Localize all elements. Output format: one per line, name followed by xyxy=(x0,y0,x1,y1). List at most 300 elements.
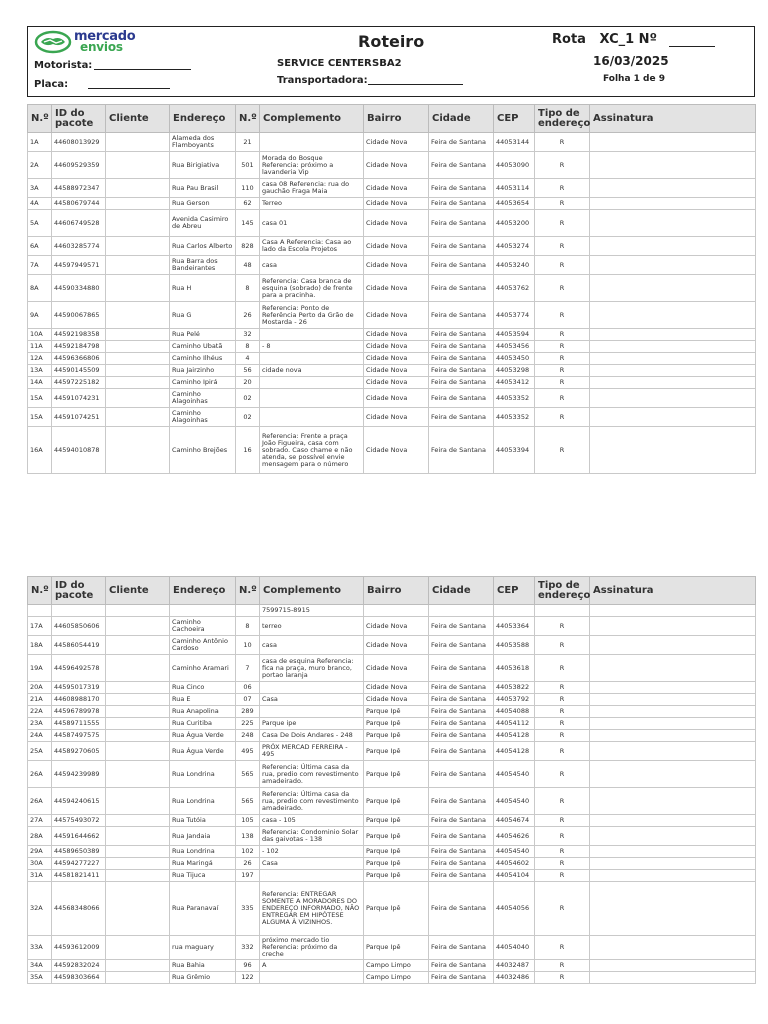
cell-signature[interactable] xyxy=(590,256,756,275)
cell-city: Feira de Santana xyxy=(429,682,494,694)
table-row xyxy=(28,256,756,275)
cell-row-number: 17A xyxy=(28,617,52,636)
cell-complement: Referencia: Última casa da rua, predio com revestimento amadeirado. xyxy=(260,788,364,815)
cell-house-number: 02 xyxy=(236,408,260,427)
cell-address: Rua Paranavaí xyxy=(170,882,236,936)
cell-package-id: 44580679744 xyxy=(52,198,106,210)
cell-address-type: R xyxy=(535,788,590,815)
table-header-row xyxy=(28,577,756,605)
cell-neighborhood: Parque Ipê xyxy=(364,870,429,882)
cell-address-type: R xyxy=(535,152,590,179)
cell-signature[interactable] xyxy=(590,706,756,718)
cell-package-id: 44596492578 xyxy=(52,655,106,682)
column-header-client: Cliente xyxy=(106,577,170,605)
cell-client xyxy=(106,936,170,960)
cell-city: Feira de Santana xyxy=(429,179,494,198)
table-row xyxy=(28,133,756,152)
cell-row-number: 28A xyxy=(28,827,52,846)
cell-complement: Parque ipe xyxy=(260,718,364,730)
table-row xyxy=(28,389,756,408)
cell-row-number: 34A xyxy=(28,960,52,972)
cell-house-number: 335 xyxy=(236,882,260,936)
cell-neighborhood: Cidade Nova xyxy=(364,636,429,655)
cell-neighborhood: Campo Limpo xyxy=(364,972,429,984)
cell-signature[interactable] xyxy=(590,870,756,882)
cell-neighborhood: Cidade Nova xyxy=(364,341,429,353)
cell-address: Rua Jairzinho xyxy=(170,365,236,377)
cell-address-type: R xyxy=(535,742,590,761)
cell-row-number: 5A xyxy=(28,210,52,237)
cell-city: Feira de Santana xyxy=(429,870,494,882)
cell-signature[interactable] xyxy=(590,694,756,706)
cell-complement: terreo xyxy=(260,617,364,636)
cell-city: Feira de Santana xyxy=(429,237,494,256)
column-header-house-number: N.º xyxy=(236,105,260,133)
cell-city: Feira de Santana xyxy=(429,365,494,377)
table-row xyxy=(28,636,756,655)
cell-postal-code: 44054112 xyxy=(494,718,535,730)
cell-postal-code: 44053774 xyxy=(494,302,535,329)
cell-neighborhood: Cidade Nova xyxy=(364,617,429,636)
cell-address-type: R xyxy=(535,858,590,870)
column-header-complement: Complemento xyxy=(260,577,364,605)
cell-address: Rua Grêmio xyxy=(170,972,236,984)
cell-address-type: R xyxy=(535,882,590,936)
cell-row-number xyxy=(28,605,52,617)
cell-signature[interactable] xyxy=(590,858,756,870)
cell-signature[interactable] xyxy=(590,329,756,341)
cell-neighborhood: Parque Ipê xyxy=(364,882,429,936)
cell-signature[interactable] xyxy=(590,617,756,636)
table-row xyxy=(28,788,756,815)
column-header-address-type: Tipo de endereço xyxy=(535,105,590,133)
cell-postal-code: 44054104 xyxy=(494,870,535,882)
cell-neighborhood: Parque Ipê xyxy=(364,706,429,718)
cell-city: Feira de Santana xyxy=(429,302,494,329)
cell-address-type: R xyxy=(535,870,590,882)
cell-package-id: 44591074251 xyxy=(52,408,106,427)
cell-signature[interactable] xyxy=(590,210,756,237)
cell-client xyxy=(106,972,170,984)
table-row xyxy=(28,329,756,341)
cell-address-type: R xyxy=(535,815,590,827)
cell-house-number: 225 xyxy=(236,718,260,730)
cell-address: Caminho Aramari xyxy=(170,655,236,682)
delivery-table-1 xyxy=(27,104,756,474)
cell-postal-code: 44053200 xyxy=(494,210,535,237)
cell-client xyxy=(106,275,170,302)
cell-package-id xyxy=(52,605,106,617)
cell-address-type: R xyxy=(535,960,590,972)
cell-house-number: 110 xyxy=(236,179,260,198)
cell-complement: casa xyxy=(260,636,364,655)
cell-address: Rua Gerson xyxy=(170,198,236,210)
cell-neighborhood: Cidade Nova xyxy=(364,365,429,377)
cell-package-id: 44591074231 xyxy=(52,389,106,408)
cell-postal-code: 44054088 xyxy=(494,706,535,718)
cell-city: Feira de Santana xyxy=(429,742,494,761)
cell-client xyxy=(106,408,170,427)
cell-house-number: 62 xyxy=(236,198,260,210)
cell-neighborhood: Cidade Nova xyxy=(364,329,429,341)
cell-signature[interactable] xyxy=(590,718,756,730)
cell-signature[interactable] xyxy=(590,353,756,365)
rota-label-text: Rota xyxy=(552,32,586,47)
cell-city: Feira de Santana xyxy=(429,133,494,152)
cell-complement: Referencia: ENTREGAR SOMENTE A MORADORES DO ENDEREÇO INFORMADO, NÃO ENTREGAR EM HIPÓTESE ALGUMA À VIZINHOS. xyxy=(260,882,364,936)
cell-client xyxy=(106,152,170,179)
cell-house-number: 20 xyxy=(236,377,260,389)
cell-address-type: R xyxy=(535,179,590,198)
cell-complement xyxy=(260,870,364,882)
cell-client xyxy=(106,133,170,152)
column-header-package-id: ID do pacote xyxy=(52,105,106,133)
cell-row-number: 26A xyxy=(28,788,52,815)
cell-postal-code: 44054602 xyxy=(494,858,535,870)
cell-signature[interactable] xyxy=(590,827,756,846)
column-header-address: Endereço xyxy=(170,105,236,133)
cell-address: Rua G xyxy=(170,302,236,329)
cell-signature[interactable] xyxy=(590,972,756,984)
cell-address: Rua Tijuca xyxy=(170,870,236,882)
cell-complement xyxy=(260,706,364,718)
cell-postal-code: 44053450 xyxy=(494,353,535,365)
table-row xyxy=(28,827,756,846)
rota-label xyxy=(552,32,657,47)
cell-client xyxy=(106,718,170,730)
cell-package-id: 44590145509 xyxy=(52,365,106,377)
cell-row-number: 2A xyxy=(28,152,52,179)
cell-house-number: 138 xyxy=(236,827,260,846)
cell-address-type: R xyxy=(535,655,590,682)
cell-package-id: 44589650389 xyxy=(52,846,106,858)
cell-row-number: 16A xyxy=(28,427,52,474)
cell-client xyxy=(106,353,170,365)
cell-signature[interactable] xyxy=(590,427,756,474)
transportadora-label: Transportadora: xyxy=(277,75,368,86)
table-row xyxy=(28,936,756,960)
cell-address-type: R xyxy=(535,210,590,237)
cell-row-number: 15A xyxy=(28,408,52,427)
table-row xyxy=(28,972,756,984)
table-row xyxy=(28,377,756,389)
cell-signature[interactable] xyxy=(590,936,756,960)
cell-signature[interactable] xyxy=(590,655,756,682)
cell-row-number: 6A xyxy=(28,237,52,256)
cell-client xyxy=(106,377,170,389)
cell-city: Feira de Santana xyxy=(429,694,494,706)
cell-row-number: 21A xyxy=(28,694,52,706)
cell-signature[interactable] xyxy=(590,605,756,617)
cell-signature[interactable] xyxy=(590,815,756,827)
cell-row-number: 31A xyxy=(28,870,52,882)
cell-postal-code: 44053762 xyxy=(494,275,535,302)
cell-address: Rua Maringá xyxy=(170,858,236,870)
cell-row-number: 30A xyxy=(28,858,52,870)
cell-package-id: 44592832024 xyxy=(52,960,106,972)
cell-city: Feira de Santana xyxy=(429,718,494,730)
cell-address-type: R xyxy=(535,389,590,408)
route-header xyxy=(27,26,755,97)
cell-postal-code: 44053352 xyxy=(494,408,535,427)
cell-client xyxy=(106,617,170,636)
table-row xyxy=(28,706,756,718)
cell-package-id: 44596366806 xyxy=(52,353,106,365)
cell-address: Rua Tutóia xyxy=(170,815,236,827)
cell-address-type: R xyxy=(535,341,590,353)
cell-signature[interactable] xyxy=(590,742,756,761)
cell-address: Rua H xyxy=(170,275,236,302)
cell-signature[interactable] xyxy=(590,788,756,815)
cell-complement: 7599715-8915 xyxy=(260,605,364,617)
cell-address-type: R xyxy=(535,827,590,846)
cell-address-type: R xyxy=(535,730,590,742)
cell-address: rua maguary xyxy=(170,936,236,960)
cell-complement: PRÓX MERCAD FERREIRA - 495 xyxy=(260,742,364,761)
cell-neighborhood: Cidade Nova xyxy=(364,694,429,706)
handshake-icon xyxy=(34,30,72,54)
cell-package-id: 44594277227 xyxy=(52,858,106,870)
cell-client xyxy=(106,788,170,815)
cell-city: Feira de Santana xyxy=(429,730,494,742)
cell-signature[interactable] xyxy=(590,275,756,302)
cell-client xyxy=(106,427,170,474)
cell-complement: Casa xyxy=(260,858,364,870)
cell-row-number: 19A xyxy=(28,655,52,682)
column-header-signature: Assinatura xyxy=(590,577,756,605)
cell-city: Feira de Santana xyxy=(429,636,494,655)
cell-signature[interactable] xyxy=(590,377,756,389)
cell-neighborhood: Cidade Nova xyxy=(364,389,429,408)
cell-city: Feira de Santana xyxy=(429,256,494,275)
cell-city: Feira de Santana xyxy=(429,960,494,972)
cell-row-number: 4A xyxy=(28,198,52,210)
cell-client xyxy=(106,302,170,329)
cell-complement xyxy=(260,329,364,341)
cell-neighborhood: Cidade Nova xyxy=(364,353,429,365)
table-row xyxy=(28,858,756,870)
cell-package-id: 44593612009 xyxy=(52,936,106,960)
cell-address: Rua Cinco xyxy=(170,682,236,694)
cell-signature[interactable] xyxy=(590,636,756,655)
cell-house-number: 02 xyxy=(236,389,260,408)
cell-address-type: R xyxy=(535,133,590,152)
motorista-line xyxy=(94,69,191,70)
cell-city: Feira de Santana xyxy=(429,427,494,474)
cell-address-type: R xyxy=(535,198,590,210)
table-row xyxy=(28,617,756,636)
cell-neighborhood: Cidade Nova xyxy=(364,302,429,329)
cell-signature[interactable] xyxy=(590,179,756,198)
cell-signature[interactable] xyxy=(590,237,756,256)
cell-signature[interactable] xyxy=(590,960,756,972)
column-header-address-type: Tipo de endereço xyxy=(535,577,590,605)
cell-postal-code: 44053822 xyxy=(494,682,535,694)
cell-postal-code: 44053114 xyxy=(494,179,535,198)
table-row xyxy=(28,210,756,237)
cell-house-number: 07 xyxy=(236,694,260,706)
cell-neighborhood: Campo Limpo xyxy=(364,960,429,972)
cell-postal-code: 44053654 xyxy=(494,198,535,210)
cell-complement xyxy=(260,377,364,389)
cell-signature[interactable] xyxy=(590,730,756,742)
cell-address-type: R xyxy=(535,302,590,329)
table-header-row xyxy=(28,105,756,133)
cell-house-number: 565 xyxy=(236,761,260,788)
cell-address-type: R xyxy=(535,427,590,474)
cell-postal-code: 44054626 xyxy=(494,827,535,846)
table-row xyxy=(28,341,756,353)
column-header-neighborhood: Bairro xyxy=(364,105,429,133)
cell-client xyxy=(106,329,170,341)
cell-package-id: 44591644662 xyxy=(52,827,106,846)
cell-address xyxy=(170,605,236,617)
cell-client xyxy=(106,256,170,275)
cell-address-type: R xyxy=(535,256,590,275)
cell-house-number: 248 xyxy=(236,730,260,742)
cell-house-number: 495 xyxy=(236,742,260,761)
cell-signature[interactable] xyxy=(590,882,756,936)
cell-complement: casa - 105 xyxy=(260,815,364,827)
cell-complement: Referencia: Última casa da rua, predio com revestimento amadeirado. xyxy=(260,761,364,788)
cell-package-id: 44597949571 xyxy=(52,256,106,275)
cell-package-id: 44589270605 xyxy=(52,742,106,761)
cell-postal-code: 44054128 xyxy=(494,730,535,742)
cell-row-number: 22A xyxy=(28,706,52,718)
cell-neighborhood: Cidade Nova xyxy=(364,179,429,198)
cell-row-number: 35A xyxy=(28,972,52,984)
cell-signature[interactable] xyxy=(590,761,756,788)
cell-neighborhood: Parque Ipê xyxy=(364,742,429,761)
table-row xyxy=(28,275,756,302)
cell-package-id: 44595017319 xyxy=(52,682,106,694)
cell-complement xyxy=(260,353,364,365)
cell-complement: - 8 xyxy=(260,341,364,353)
cell-complement xyxy=(260,389,364,408)
cell-postal-code: 44053364 xyxy=(494,617,535,636)
cell-complement xyxy=(260,408,364,427)
cell-row-number: 23A xyxy=(28,718,52,730)
cell-city xyxy=(429,605,494,617)
cell-neighborhood: Parque Ipê xyxy=(364,846,429,858)
cell-address-type: R xyxy=(535,718,590,730)
cell-row-number: 10A xyxy=(28,329,52,341)
table-row xyxy=(28,870,756,882)
cell-client xyxy=(106,827,170,846)
cell-address: Rua Pelé xyxy=(170,329,236,341)
cell-complement: Casa De Dois Andares - 248 xyxy=(260,730,364,742)
cell-complement xyxy=(260,972,364,984)
cell-city: Feira de Santana xyxy=(429,210,494,237)
cell-client xyxy=(106,846,170,858)
service-center-value: SBA2 xyxy=(372,58,402,69)
cell-neighborhood: Cidade Nova xyxy=(364,377,429,389)
column-header-city: Cidade xyxy=(429,577,494,605)
cell-package-id: 44588972347 xyxy=(52,179,106,198)
cell-package-id: 44568348066 xyxy=(52,882,106,936)
cell-signature[interactable] xyxy=(590,846,756,858)
cell-postal-code: 44032487 xyxy=(494,960,535,972)
cell-house-number: 8 xyxy=(236,341,260,353)
cell-neighborhood: Cidade Nova xyxy=(364,210,429,237)
column-header-postal-code: CEP xyxy=(494,577,535,605)
table-row xyxy=(28,655,756,682)
table-row xyxy=(28,761,756,788)
rota-value: XC_1 Nº xyxy=(599,32,657,47)
cell-signature[interactable] xyxy=(590,341,756,353)
transportadora-line xyxy=(368,84,463,85)
cell-neighborhood: Parque Ipê xyxy=(364,827,429,846)
cell-signature[interactable] xyxy=(590,408,756,427)
table-row xyxy=(28,882,756,936)
cell-complement: casa 01 xyxy=(260,210,364,237)
cell-neighborhood: Cidade Nova xyxy=(364,198,429,210)
cell-postal-code: 44053090 xyxy=(494,152,535,179)
cell-complement: - 102 xyxy=(260,846,364,858)
cell-signature[interactable] xyxy=(590,133,756,152)
table-row xyxy=(28,427,756,474)
cell-address: Caminho Antônio Cardoso xyxy=(170,636,236,655)
rota-number-line xyxy=(669,46,715,47)
cell-postal-code xyxy=(494,605,535,617)
cell-city: Feira de Santana xyxy=(429,706,494,718)
cell-signature[interactable] xyxy=(590,198,756,210)
cell-house-number: 501 xyxy=(236,152,260,179)
cell-city: Feira de Santana xyxy=(429,882,494,936)
cell-complement: Casa xyxy=(260,694,364,706)
cell-house-number xyxy=(236,605,260,617)
cell-address-type: R xyxy=(535,377,590,389)
cell-package-id: 44590334880 xyxy=(52,275,106,302)
cell-signature[interactable] xyxy=(590,389,756,408)
table-row xyxy=(28,718,756,730)
cell-signature[interactable] xyxy=(590,682,756,694)
cell-neighborhood: Cidade Nova xyxy=(364,275,429,302)
cell-client xyxy=(106,341,170,353)
cell-package-id: 44590067865 xyxy=(52,302,106,329)
cell-city: Feira de Santana xyxy=(429,152,494,179)
cell-address: Rua Curitiba xyxy=(170,718,236,730)
cell-house-number: 56 xyxy=(236,365,260,377)
cell-signature[interactable] xyxy=(590,152,756,179)
cell-city: Feira de Santana xyxy=(429,846,494,858)
cell-house-number: 48 xyxy=(236,256,260,275)
cell-package-id: 44605850606 xyxy=(52,617,106,636)
cell-row-number: 25A xyxy=(28,742,52,761)
cell-row-number: 15A xyxy=(28,389,52,408)
cell-package-id: 44575493072 xyxy=(52,815,106,827)
route-date: 16/03/2025 xyxy=(593,54,669,68)
cell-row-number: 8A xyxy=(28,275,52,302)
cell-address: Caminho Ipirá xyxy=(170,377,236,389)
cell-address: Rua Água Verde xyxy=(170,742,236,761)
cell-city: Feira de Santana xyxy=(429,936,494,960)
cell-house-number: 8 xyxy=(236,275,260,302)
cell-address-type: R xyxy=(535,936,590,960)
cell-address: Caminho Alagoinhas xyxy=(170,389,236,408)
cell-address: Rua E xyxy=(170,694,236,706)
cell-package-id: 44594010878 xyxy=(52,427,106,474)
cell-address: Caminho Alagoinhas xyxy=(170,408,236,427)
cell-signature[interactable] xyxy=(590,302,756,329)
cell-complement: Casa A Referencia: Casa ao lado da Escola Projetos xyxy=(260,237,364,256)
cell-signature[interactable] xyxy=(590,365,756,377)
cell-postal-code: 44053792 xyxy=(494,694,535,706)
cell-complement: Terreo xyxy=(260,198,364,210)
cell-package-id: 44608013929 xyxy=(52,133,106,152)
cell-city: Feira de Santana xyxy=(429,788,494,815)
cell-postal-code: 44054540 xyxy=(494,788,535,815)
